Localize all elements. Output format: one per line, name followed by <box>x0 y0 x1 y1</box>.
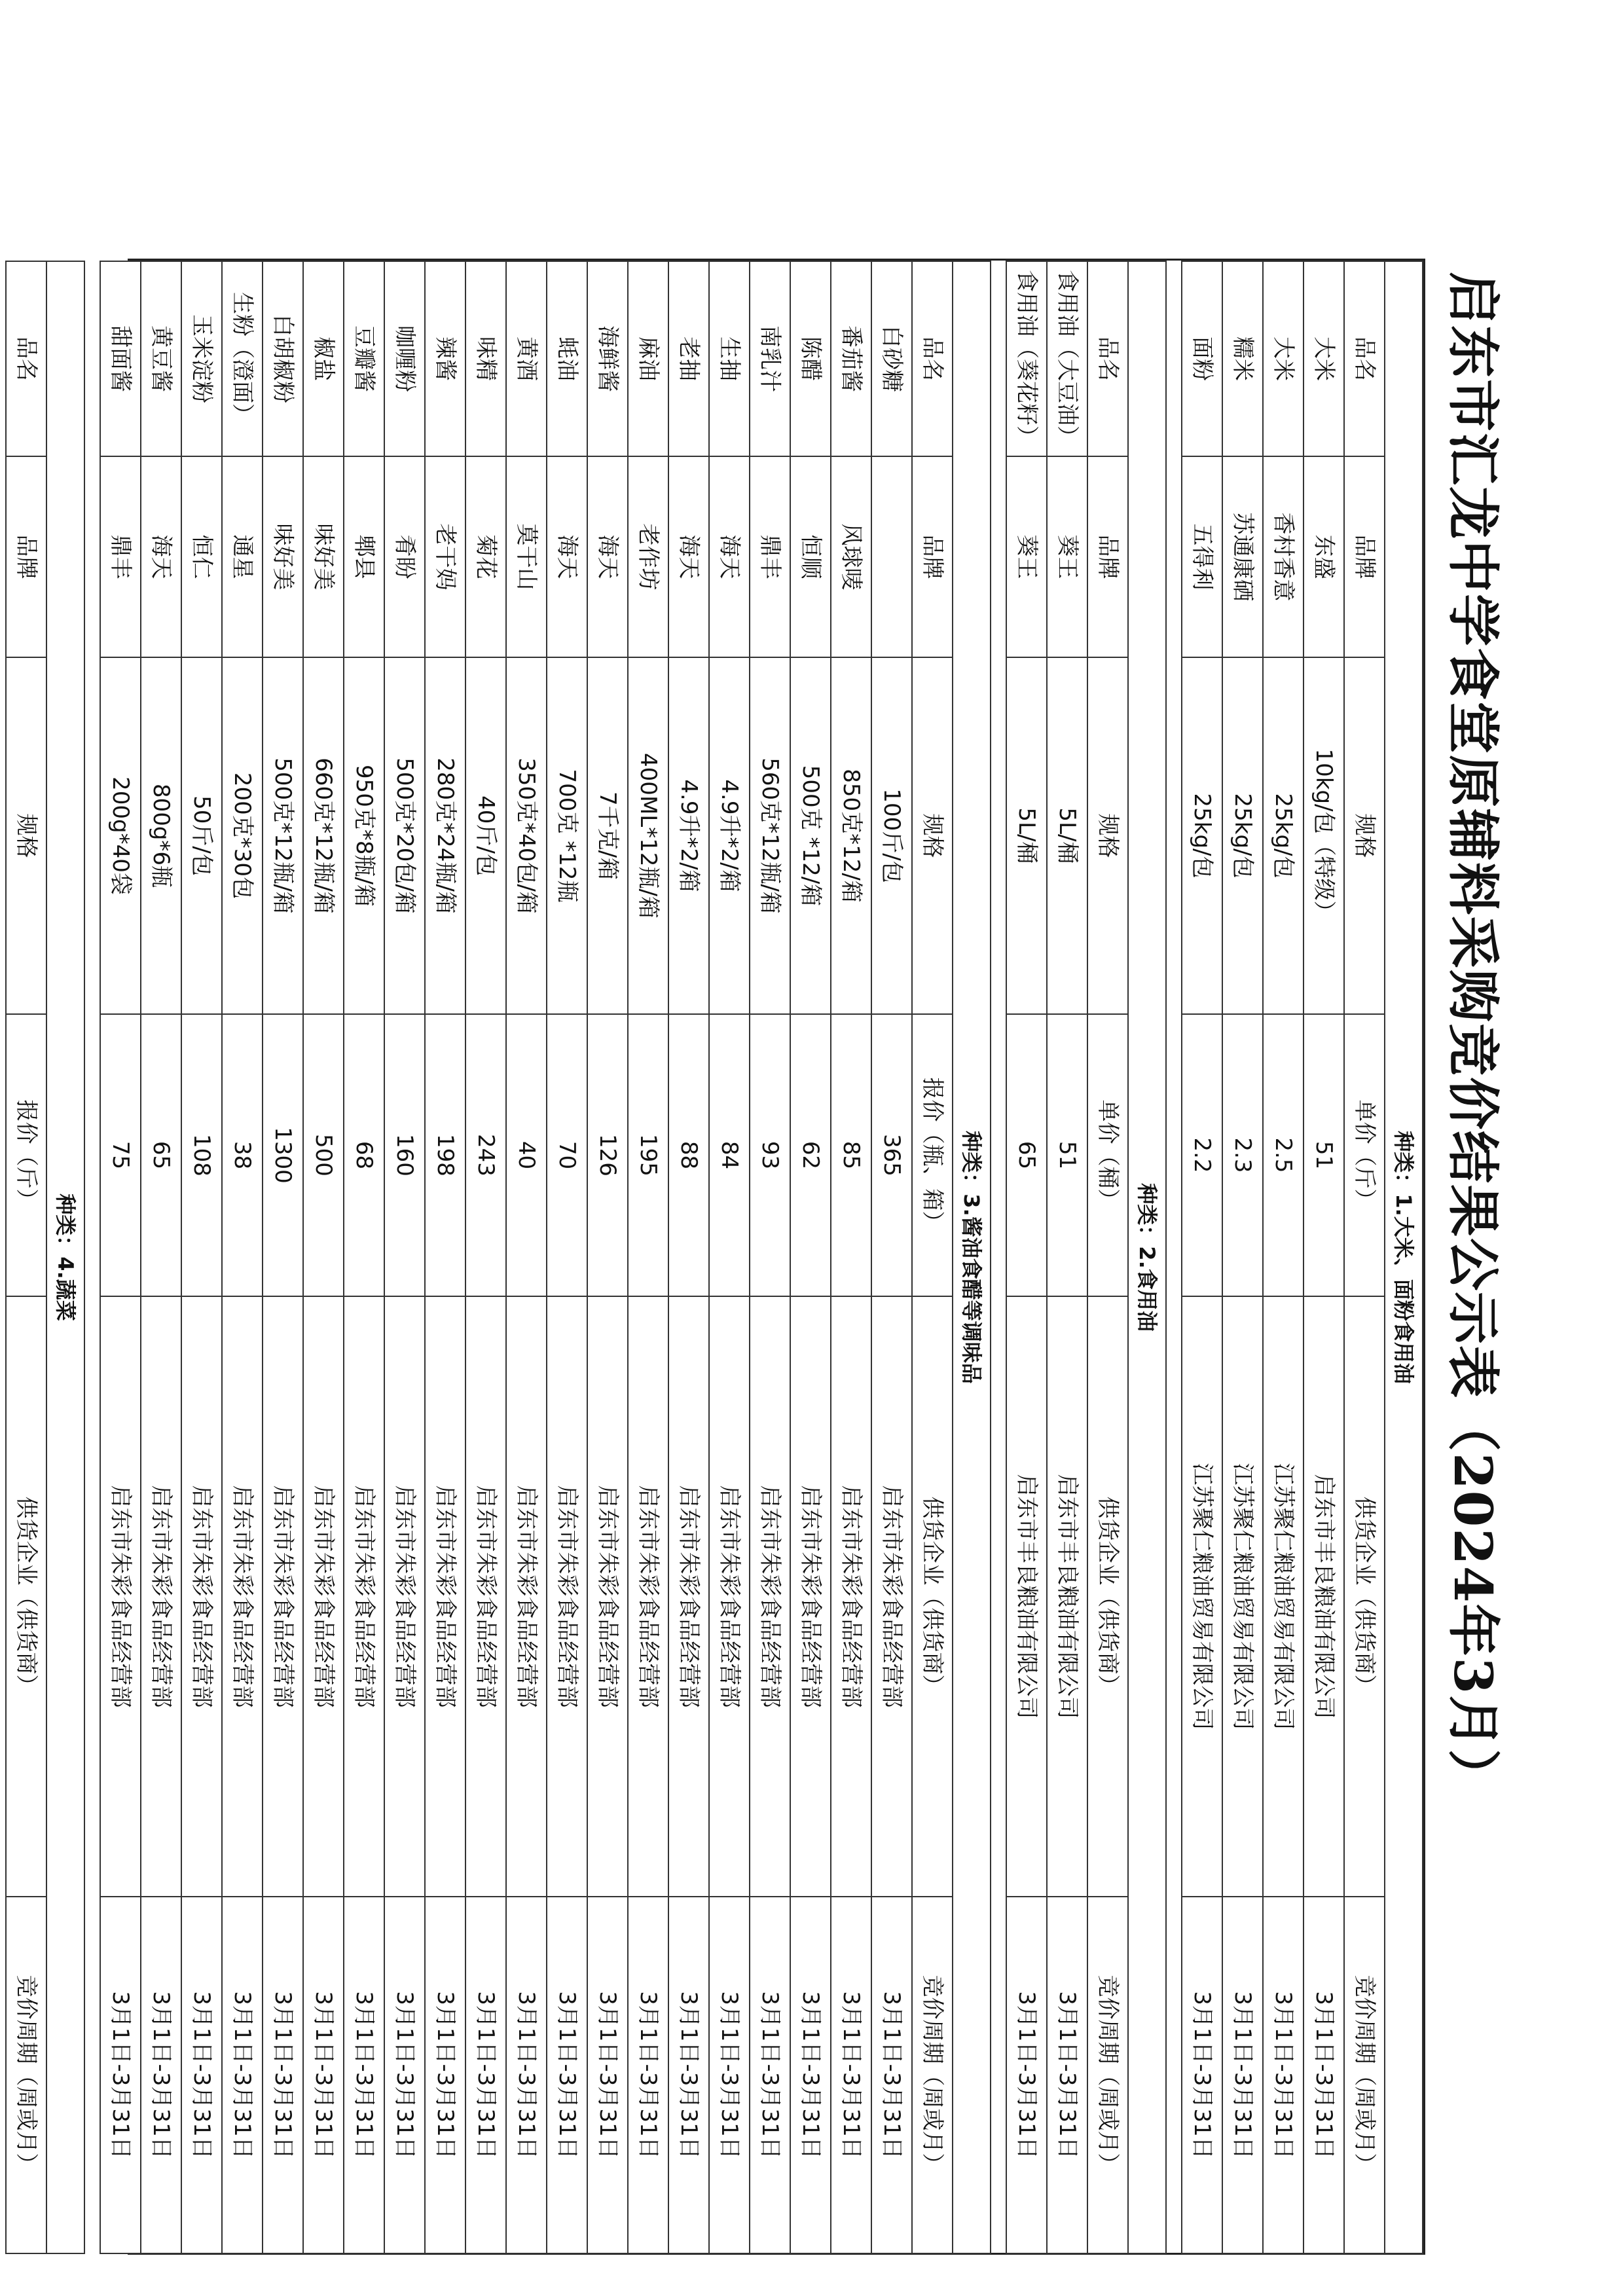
table-cell: 400ML*12瓶/箱 <box>628 657 668 1014</box>
table-cell: 江苏聚仁粮油贸易有限公司 <box>1182 1296 1222 1897</box>
table-cell: 麻油 <box>628 261 668 456</box>
table-cell: 启东市丰良粮油有限公司 <box>1304 1296 1344 1897</box>
table-cell: 启东市朱彩食品经营部 <box>587 1296 628 1897</box>
table-cell: 3月1日-3月31日 <box>1047 1897 1087 2253</box>
table-cell: 3月1日-3月31日 <box>1304 1897 1344 2253</box>
column-header: 品牌 <box>6 456 46 657</box>
document-title: 启东市汇龙中学食堂原辅料采购竞价结果公示表（2024年3月） <box>1442 272 1504 1803</box>
table-cell: 鼎丰 <box>750 456 790 657</box>
table-cell: 350克*40包/箱 <box>506 657 547 1014</box>
column-header: 品牌 <box>1087 456 1128 657</box>
table-row <box>709 261 750 2253</box>
table-row <box>1006 261 1047 2253</box>
table-row <box>790 261 831 2253</box>
table-row <box>465 261 506 2253</box>
table-cell: 950克*8瓶/箱 <box>344 657 384 1014</box>
table-cell: 菊花 <box>465 456 506 657</box>
table-cell: 启东市丰良粮油有限公司 <box>1006 1296 1047 1897</box>
column-header: 竞价周期（周或月） <box>912 1897 953 2253</box>
table-cell: 3月1日-3月31日 <box>263 1897 303 2253</box>
results-table-body <box>6 261 1423 2253</box>
spacer-cell <box>991 261 1006 2253</box>
table-cell: 生抽 <box>709 261 750 456</box>
table-cell: 3月1日-3月31日 <box>100 1897 141 2253</box>
table-row <box>750 261 790 2253</box>
table-cell: 3月1日-3月31日 <box>547 1897 587 2253</box>
table-cell: 70 <box>547 1014 587 1296</box>
table-cell: 味精 <box>465 261 506 456</box>
table-cell: 25kg/包 <box>1263 657 1304 1014</box>
table-cell: 玉米淀粉 <box>181 261 222 456</box>
table-cell: 5L/桶 <box>1047 657 1087 1014</box>
table-cell: 3月1日-3月31日 <box>506 1897 547 2253</box>
table-cell: 食用油（大豆油） <box>1047 261 1087 456</box>
table-cell: 3月1日-3月31日 <box>1006 1897 1047 2253</box>
table-cell: 40斤/包 <box>465 657 506 1014</box>
column-header: 报价（斤） <box>6 1014 46 1296</box>
table-cell: 25kg/包 <box>1222 657 1263 1014</box>
column-header: 品名 <box>1344 261 1385 456</box>
table-cell: 启东市朱彩食品经营部 <box>384 1296 425 1897</box>
table-cell: 38 <box>222 1014 263 1296</box>
table-cell: 3月1日-3月31日 <box>790 1897 831 2253</box>
table-cell: 海天 <box>709 456 750 657</box>
category-title: 种类：2.食用油 <box>1128 261 1166 2253</box>
table-cell: 3月1日-3月31日 <box>465 1897 506 2253</box>
table-cell: 160 <box>384 1014 425 1296</box>
table-row <box>181 261 222 2253</box>
table-cell: 3月1日-3月31日 <box>587 1897 628 2253</box>
table-cell: 生粉（澄面） <box>222 261 263 456</box>
table-cell: 126 <box>587 1014 628 1296</box>
table-cell: 3月1日-3月31日 <box>668 1897 709 2253</box>
table-cell: 风球唛 <box>831 456 871 657</box>
table-cell: 南乳汁 <box>750 261 790 456</box>
table-cell: 108 <box>181 1014 222 1296</box>
table-cell: 启东市朱彩食品经营部 <box>303 1296 344 1897</box>
table-cell: 葵王 <box>1047 456 1087 657</box>
table-cell: 肴盼 <box>384 456 425 657</box>
table-cell: 3月1日-3月31日 <box>871 1897 912 2253</box>
table-cell: 3月1日-3月31日 <box>1263 1897 1304 2253</box>
table-cell: 3月1日-3月31日 <box>1222 1897 1263 2253</box>
table-cell: 100斤/包 <box>871 657 912 1014</box>
table-cell: 启东市朱彩食品经营部 <box>831 1296 871 1897</box>
table-cell: 700克 *12瓶 <box>547 657 587 1014</box>
table-row <box>303 261 344 2253</box>
table-cell: 660克*12瓶/箱 <box>303 657 344 1014</box>
table-cell: 启东市朱彩食品经营部 <box>750 1296 790 1897</box>
table-cell: 4.9升*2/箱 <box>668 657 709 1014</box>
table-cell: 启东市朱彩食品经营部 <box>344 1296 384 1897</box>
table-row <box>222 261 263 2253</box>
table-row <box>871 261 912 2253</box>
header-row <box>912 261 953 2253</box>
table-cell: 84 <box>709 1014 750 1296</box>
table-cell: 850克*12/箱 <box>831 657 871 1014</box>
column-header: 单价（桶） <box>1087 1014 1128 1296</box>
table-cell: 豆瓣酱 <box>344 261 384 456</box>
table-cell: 启东市朱彩食品经营部 <box>222 1296 263 1897</box>
table-cell: 200克*30包 <box>222 657 263 1014</box>
column-header: 品名 <box>1087 261 1128 456</box>
table-cell: 老干妈 <box>425 456 465 657</box>
table-row <box>831 261 871 2253</box>
table-row <box>384 261 425 2253</box>
table-row <box>425 261 465 2253</box>
table-cell: 椒盐 <box>303 261 344 456</box>
results-table-container <box>13 259 1425 2255</box>
table-row <box>141 261 181 2253</box>
section-spacer <box>991 261 1006 2253</box>
table-cell: 食用油（葵花籽） <box>1006 261 1047 456</box>
table-cell: 启东市朱彩食品经营部 <box>547 1296 587 1897</box>
table-cell: 198 <box>425 1014 465 1296</box>
column-header: 规格 <box>6 657 46 1014</box>
table-row <box>1047 261 1087 2253</box>
table-cell: 65 <box>141 1014 181 1296</box>
column-header: 品名 <box>912 261 953 456</box>
table-cell: 江苏聚仁粮油贸易有限公司 <box>1222 1296 1263 1897</box>
table-cell: 五得利 <box>1182 456 1222 657</box>
table-cell: 陈醋 <box>790 261 831 456</box>
table-cell: 黄酒 <box>506 261 547 456</box>
table-cell: 500克*20包/箱 <box>384 657 425 1014</box>
column-header: 品牌 <box>1344 456 1385 657</box>
table-row <box>263 261 303 2253</box>
table-cell: 海天 <box>668 456 709 657</box>
column-header: 报价（瓶、箱） <box>912 1014 953 1296</box>
section-spacer <box>1166 261 1182 2253</box>
table-row <box>506 261 547 2253</box>
column-header: 规格 <box>1344 657 1385 1014</box>
table-row <box>1222 261 1263 2253</box>
table-cell: 面粉 <box>1182 261 1222 456</box>
table-cell: 68 <box>344 1014 384 1296</box>
table-cell: 85 <box>831 1014 871 1296</box>
table-cell: 启东市丰良粮油有限公司 <box>1047 1296 1087 1897</box>
table-cell: 江苏聚仁粮油贸易有限公司 <box>1263 1296 1304 1897</box>
table-cell: 500克 *12/箱 <box>790 657 831 1014</box>
table-cell: 海天 <box>141 456 181 657</box>
table-cell: 50斤/包 <box>181 657 222 1014</box>
table-cell: 51 <box>1047 1014 1087 1296</box>
results-table <box>5 261 1423 2254</box>
rotated-document-sheet <box>13 259 1509 2255</box>
table-cell: 800g*6瓶 <box>141 657 181 1014</box>
table-cell <box>871 456 912 657</box>
table-cell: 3月1日-3月31日 <box>303 1897 344 2253</box>
table-cell: 93 <box>750 1014 790 1296</box>
column-header: 规格 <box>1087 657 1128 1014</box>
category-row <box>953 261 991 2253</box>
table-cell: 启东市朱彩食品经营部 <box>263 1296 303 1897</box>
table-cell: 500克*12瓶/箱 <box>263 657 303 1014</box>
column-header: 品名 <box>6 261 46 456</box>
table-cell: 海天 <box>587 456 628 657</box>
table-cell: 郫县 <box>344 456 384 657</box>
column-header: 竞价周期（周或月） <box>1087 1897 1128 2253</box>
table-cell: 启东市朱彩食品经营部 <box>668 1296 709 1897</box>
table-cell: 通星 <box>222 456 263 657</box>
table-cell: 3月1日-3月31日 <box>384 1897 425 2253</box>
table-cell: 3月1日-3月31日 <box>141 1897 181 2253</box>
table-row <box>100 261 141 2253</box>
table-cell: 2.3 <box>1222 1014 1263 1296</box>
table-cell: 3月1日-3月31日 <box>750 1897 790 2253</box>
header-row <box>1087 261 1128 2253</box>
table-cell: 恒顺 <box>790 456 831 657</box>
column-header: 供货企业（供货商） <box>1344 1296 1385 1897</box>
category-row <box>1385 261 1423 2253</box>
category-title: 种类：4.蔬菜 <box>46 261 84 2253</box>
category-row <box>1128 261 1166 2253</box>
table-cell: 启东市朱彩食品经营部 <box>790 1296 831 1897</box>
table-cell: 甜面酱 <box>100 261 141 456</box>
table-cell: 莫干山 <box>506 456 547 657</box>
column-header: 供货企业（供货商） <box>6 1296 46 1897</box>
table-cell: 东盛 <box>1304 456 1344 657</box>
table-cell: 辣酱 <box>425 261 465 456</box>
table-row <box>587 261 628 2253</box>
table-cell: 启东市朱彩食品经营部 <box>628 1296 668 1897</box>
table-cell: 5L/桶 <box>1006 657 1047 1014</box>
table-cell: 3月1日-3月31日 <box>628 1897 668 2253</box>
table-cell: 195 <box>628 1014 668 1296</box>
table-cell: 40 <box>506 1014 547 1296</box>
table-cell: 黄豆酱 <box>141 261 181 456</box>
table-cell: 1300 <box>263 1014 303 1296</box>
table-cell: 75 <box>100 1014 141 1296</box>
table-cell: 243 <box>465 1014 506 1296</box>
table-cell: 苏通康硒 <box>1222 456 1263 657</box>
column-header: 供货企业（供货商） <box>912 1296 953 1897</box>
table-cell: 海天 <box>547 456 587 657</box>
table-cell: 560克*12瓶/箱 <box>750 657 790 1014</box>
column-header: 供货企业（供货商） <box>1087 1296 1128 1897</box>
header-row <box>1344 261 1385 2253</box>
column-header: 竞价周期（周或月） <box>1344 1897 1385 2253</box>
table-cell: 280克*24瓶/箱 <box>425 657 465 1014</box>
header-row <box>6 261 46 2253</box>
table-cell: 启东市朱彩食品经营部 <box>100 1296 141 1897</box>
table-cell: 老作坊 <box>628 456 668 657</box>
column-header: 竞价周期（周或月） <box>6 1897 46 2253</box>
column-header: 单价（斤） <box>1344 1014 1385 1296</box>
table-cell: 3月1日-3月31日 <box>1182 1897 1222 2253</box>
table-row <box>1182 261 1222 2253</box>
table-cell: 3月1日-3月31日 <box>831 1897 871 2253</box>
table-cell: 启东市朱彩食品经营部 <box>141 1296 181 1897</box>
table-cell: 200g*40袋 <box>100 657 141 1014</box>
table-cell: 启东市朱彩食品经营部 <box>871 1296 912 1897</box>
table-cell: 3月1日-3月31日 <box>344 1897 384 2253</box>
column-header: 品牌 <box>912 456 953 657</box>
table-cell: 葵王 <box>1006 456 1047 657</box>
table-cell: 10kg/包（特级） <box>1304 657 1344 1014</box>
table-cell: 启东市朱彩食品经营部 <box>506 1296 547 1897</box>
section-spacer <box>84 261 100 2253</box>
table-cell: 启东市朱彩食品经营部 <box>425 1296 465 1897</box>
table-cell: 老抽 <box>668 261 709 456</box>
table-cell: 启东市朱彩食品经营部 <box>465 1296 506 1897</box>
table-cell: 大米 <box>1304 261 1344 456</box>
table-cell: 海鲜酱 <box>587 261 628 456</box>
table-cell: 65 <box>1006 1014 1047 1296</box>
table-cell: 大米 <box>1263 261 1304 456</box>
table-row <box>1304 261 1344 2253</box>
table-cell: 咖喱粉 <box>384 261 425 456</box>
table-cell: 番茄酱 <box>831 261 871 456</box>
table-cell: 2.2 <box>1182 1014 1222 1296</box>
table-cell: 88 <box>668 1014 709 1296</box>
spacer-cell <box>1166 261 1182 2253</box>
table-cell: 2.5 <box>1263 1014 1304 1296</box>
table-row <box>668 261 709 2253</box>
table-cell: 25kg/包 <box>1182 657 1222 1014</box>
category-title: 种类：3.酱油食醋等调味品 <box>953 261 991 2253</box>
table-cell: 3月1日-3月31日 <box>425 1897 465 2253</box>
table-cell: 恒仁 <box>181 456 222 657</box>
table-cell: 启东市朱彩食品经营部 <box>709 1296 750 1897</box>
table-cell: 蚝油 <box>547 261 587 456</box>
table-cell: 3月1日-3月31日 <box>709 1897 750 2253</box>
table-cell: 3月1日-3月31日 <box>222 1897 263 2253</box>
table-cell: 白胡椒粉 <box>263 261 303 456</box>
table-row <box>628 261 668 2253</box>
table-cell: 365 <box>871 1014 912 1296</box>
table-cell: 7千克/箱 <box>587 657 628 1014</box>
table-cell: 4.9升*2/箱 <box>709 657 750 1014</box>
spacer-cell <box>84 261 100 2253</box>
table-cell: 白砂糖 <box>871 261 912 456</box>
category-title: 种类：1.大米、面粉食用油 <box>1385 261 1423 2253</box>
table-cell: 62 <box>790 1014 831 1296</box>
table-cell: 启东市朱彩食品经营部 <box>181 1296 222 1897</box>
table-cell: 味好美 <box>263 456 303 657</box>
table-cell: 51 <box>1304 1014 1344 1296</box>
table-cell: 味好美 <box>303 456 344 657</box>
table-row <box>344 261 384 2253</box>
table-row <box>1263 261 1304 2253</box>
table-row <box>547 261 587 2253</box>
category-row <box>46 261 84 2253</box>
column-header: 规格 <box>912 657 953 1014</box>
table-cell: 500 <box>303 1014 344 1296</box>
table-cell: 鼎丰 <box>100 456 141 657</box>
table-cell: 糯米 <box>1222 261 1263 456</box>
table-cell: 3月1日-3月31日 <box>181 1897 222 2253</box>
table-cell: 香村香意 <box>1263 456 1304 657</box>
